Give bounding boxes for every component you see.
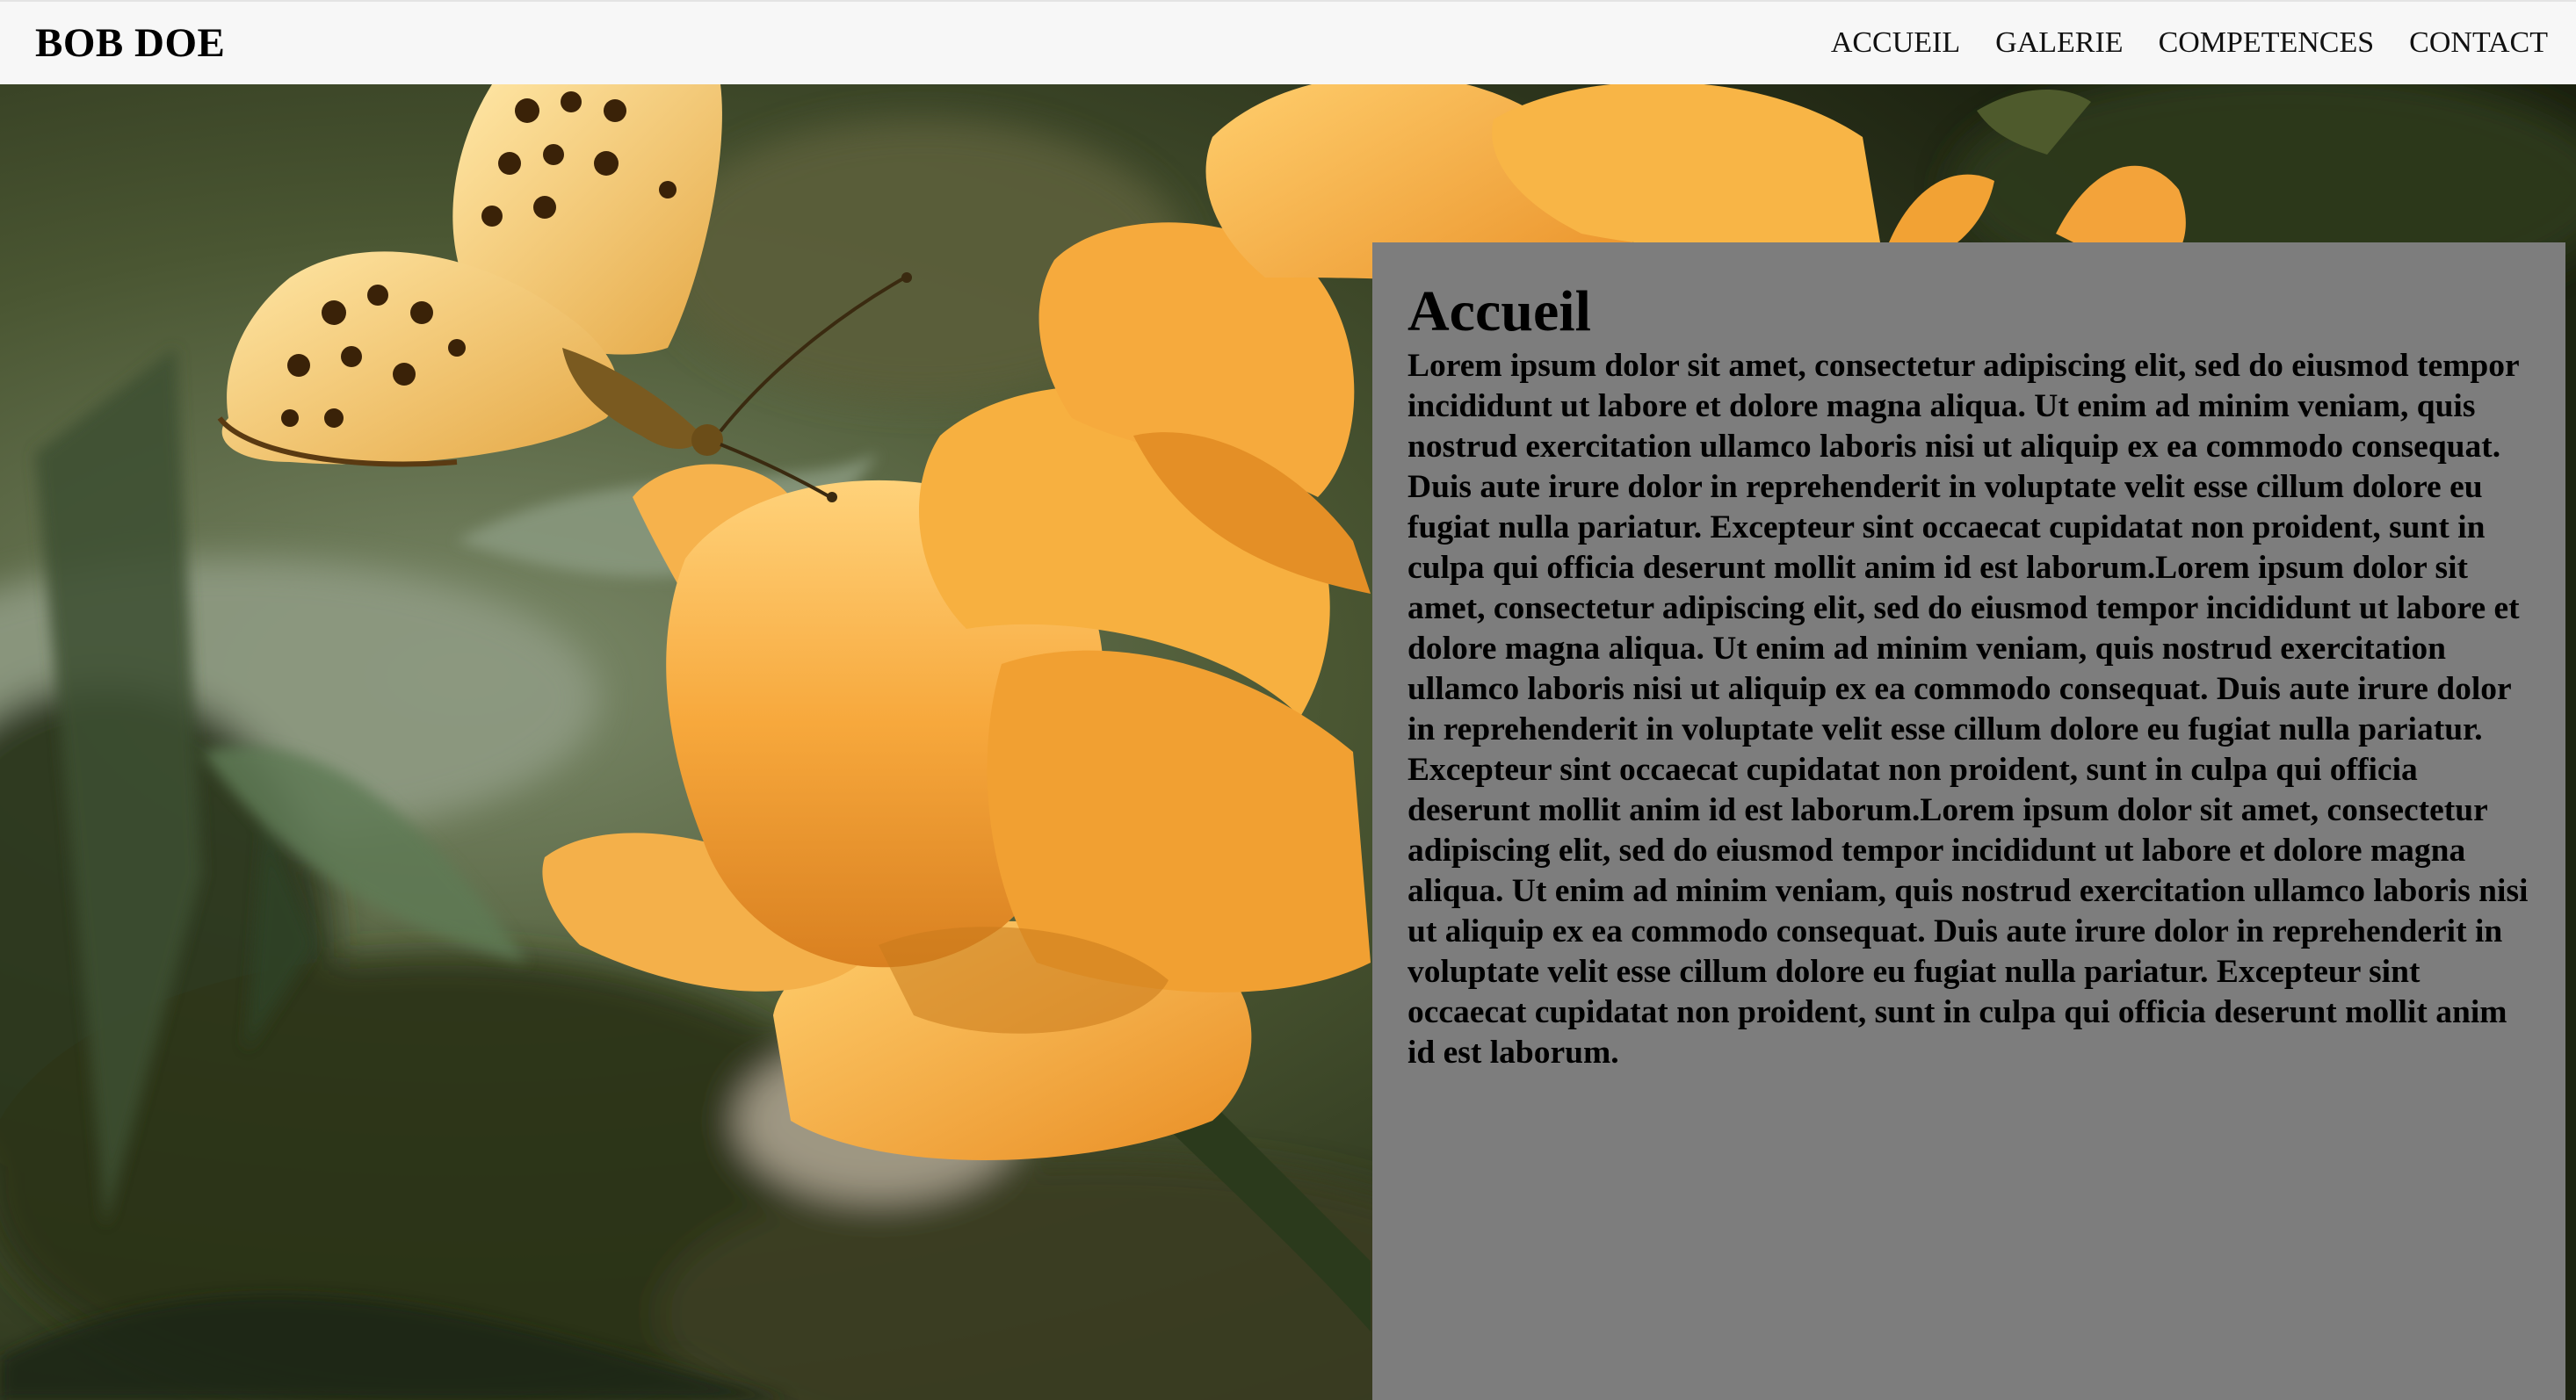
panel-body-text: Lorem ipsum dolor sit amet, consectetur adipiscing elit, sed do eiusmod tempor incididunt ut labore et dolore magna aliqua. Ut enim ad minim veniam, quis nostrud exercitation ullamco laboris nisi ut aliquip ex ea commodo consequat. Duis aute irure dolor in reprehenderit in voluptate velit esse cillum dolore eu fugiat nulla pariatur. Excepteur sint occaecat cupidatat non proident, sunt in culpa qui officia deserunt mollit anim id est laborum.Lorem ipsum dolor sit amet, consectetur adipiscing elit, sed do eiusmod tempor incididunt ut labore et dolore magna aliqua. Ut enim ad minim veniam, quis nostrud exercitation ullamco laboris nisi ut aliquip ex ea commodo consequat. Duis aute irure dolor in reprehenderit in voluptate velit esse cillum dolore eu fugiat nulla pariatur. Excepteur sint occaecat cupidatat non proident, sunt in culpa qui officia deserunt mollit anim id est laborum.Lorem ipsum dolor sit amet, consectetur adipiscing elit, sed do eiusmod tempor incididunt ut labore et dolore magna aliqua. Ut enim ad minim veniam, quis nostrud exercitation ullamco laboris nisi ut aliquip ex ea commodo consequat. Duis aute irure dolor in reprehenderit in voluptate velit esse cillum dolore eu fugiat nulla pariatur. Excepteur sint occaecat cupidatat non proident, sunt in culpa qui officia deserunt mollit anim id est laborum. — [1407, 347, 2529, 1071]
nav-menu — [1796, 26, 2548, 60]
site-brand[interactable]: BOB DOE — [35, 20, 226, 66]
nav-link-contact[interactable]: CONTACT — [2409, 26, 2548, 59]
nav-link-competences[interactable]: COMPETENCES — [2158, 26, 2375, 59]
nav-link-accueil[interactable]: ACCUEIL — [1830, 26, 1961, 59]
nav-link-galerie[interactable]: GALERIE — [1995, 26, 2124, 59]
page-title: Accueil — [1407, 279, 1591, 343]
navbar — [0, 0, 2576, 84]
content-panel — [1372, 242, 2565, 1400]
